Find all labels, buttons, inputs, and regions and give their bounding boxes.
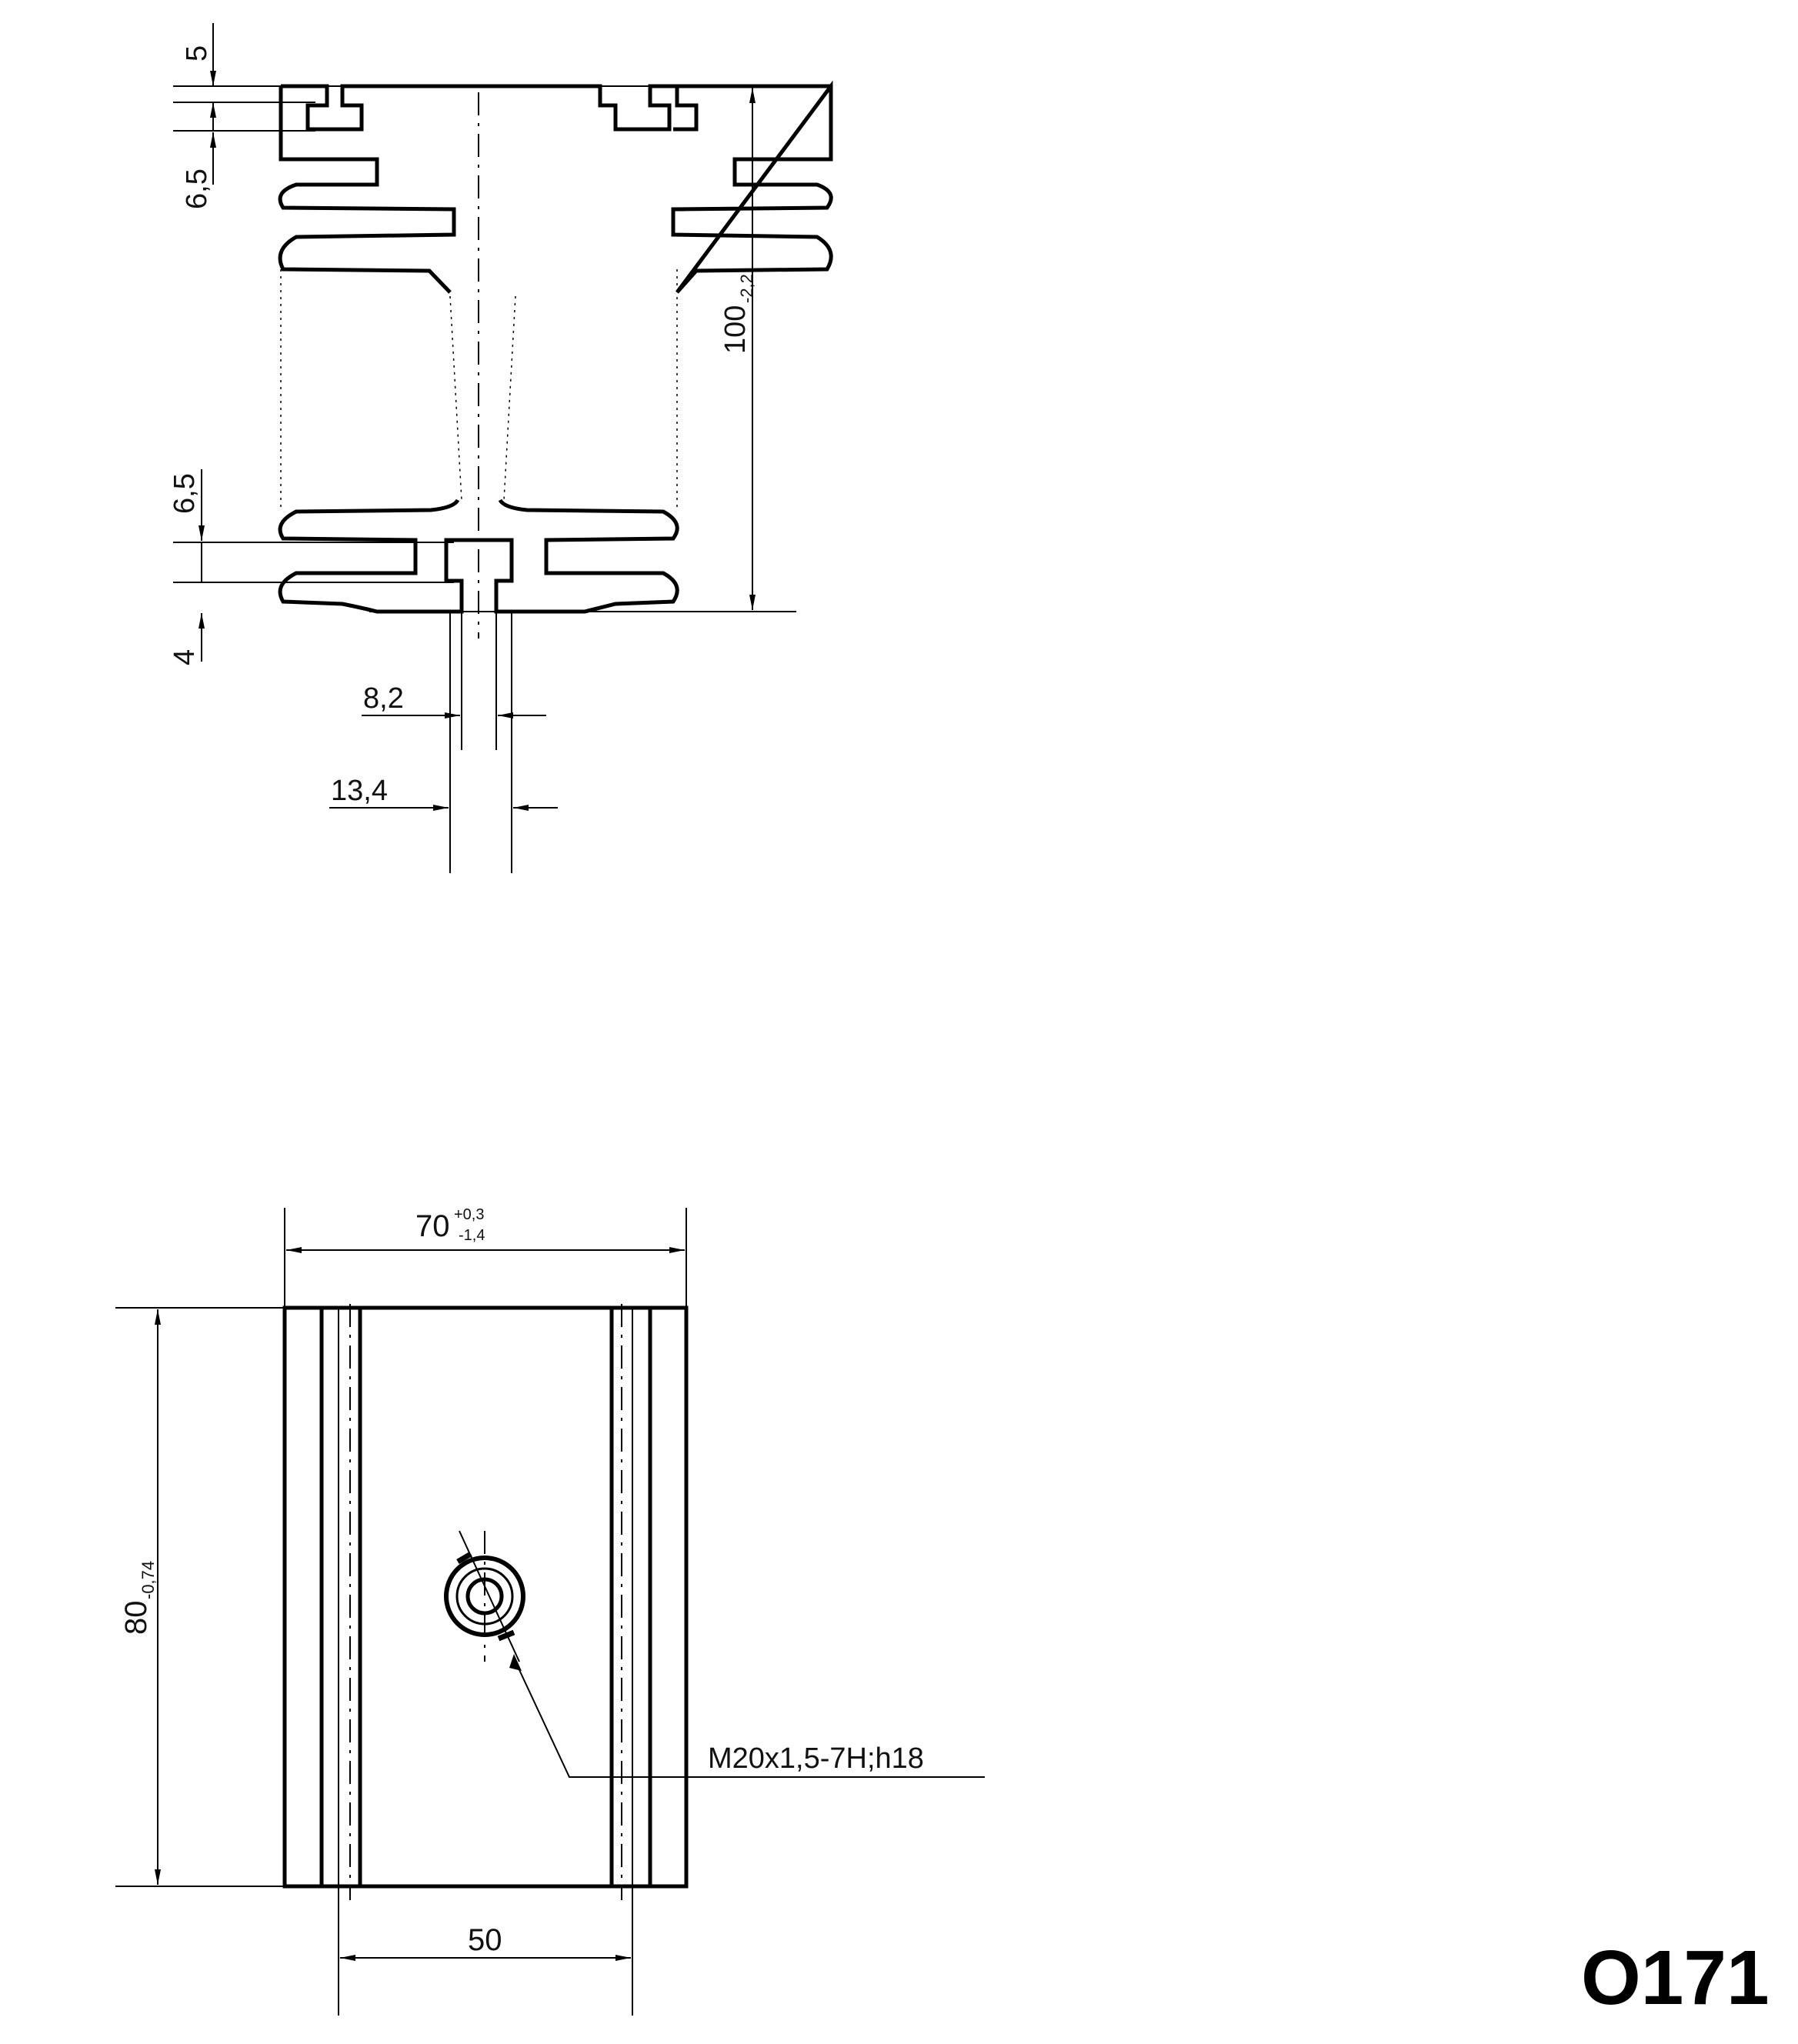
dim-text-70-tol-upper: +0,3	[454, 1206, 485, 1223]
dim-text-80-tol: -0,74	[138, 1560, 158, 1599]
dim-text-50: 50	[468, 1923, 502, 1957]
profile-view	[168, 23, 831, 873]
dim-text-4: 4	[168, 649, 201, 665]
dim-text-8-2: 8,2	[363, 682, 404, 715]
dim-text-100-tol: -2,2	[737, 274, 756, 303]
dim-text-6-5-top: 6,5	[181, 168, 213, 209]
dim-text-6-5-bottom: 6,5	[168, 473, 201, 514]
dim-text-80: 80	[119, 1600, 153, 1635]
thread-callout-text: M20x1,5-7H;h18	[708, 1742, 924, 1775]
dim-label-80	[119, 1561, 158, 1635]
dim-text-13-4: 13,4	[331, 775, 388, 807]
dim-text-5: 5	[181, 45, 213, 62]
dim-text-70: 70	[415, 1209, 450, 1243]
drawing-code: O171	[1581, 1935, 1770, 2021]
dim-text-100: 100	[719, 305, 752, 354]
hidden-core-left	[450, 296, 462, 500]
threaded-hole	[446, 1531, 523, 1662]
plan-outline	[285, 1308, 686, 1886]
thread-leader-arrow	[509, 1654, 522, 1671]
dim-text-70-tol-lower: -1,4	[459, 1227, 485, 1244]
plan-view	[115, 1206, 985, 2016]
dim-label-100	[719, 274, 756, 354]
hidden-core-right	[504, 296, 515, 500]
profile-top-cap	[281, 86, 831, 129]
dim-label-70	[415, 1206, 485, 1244]
